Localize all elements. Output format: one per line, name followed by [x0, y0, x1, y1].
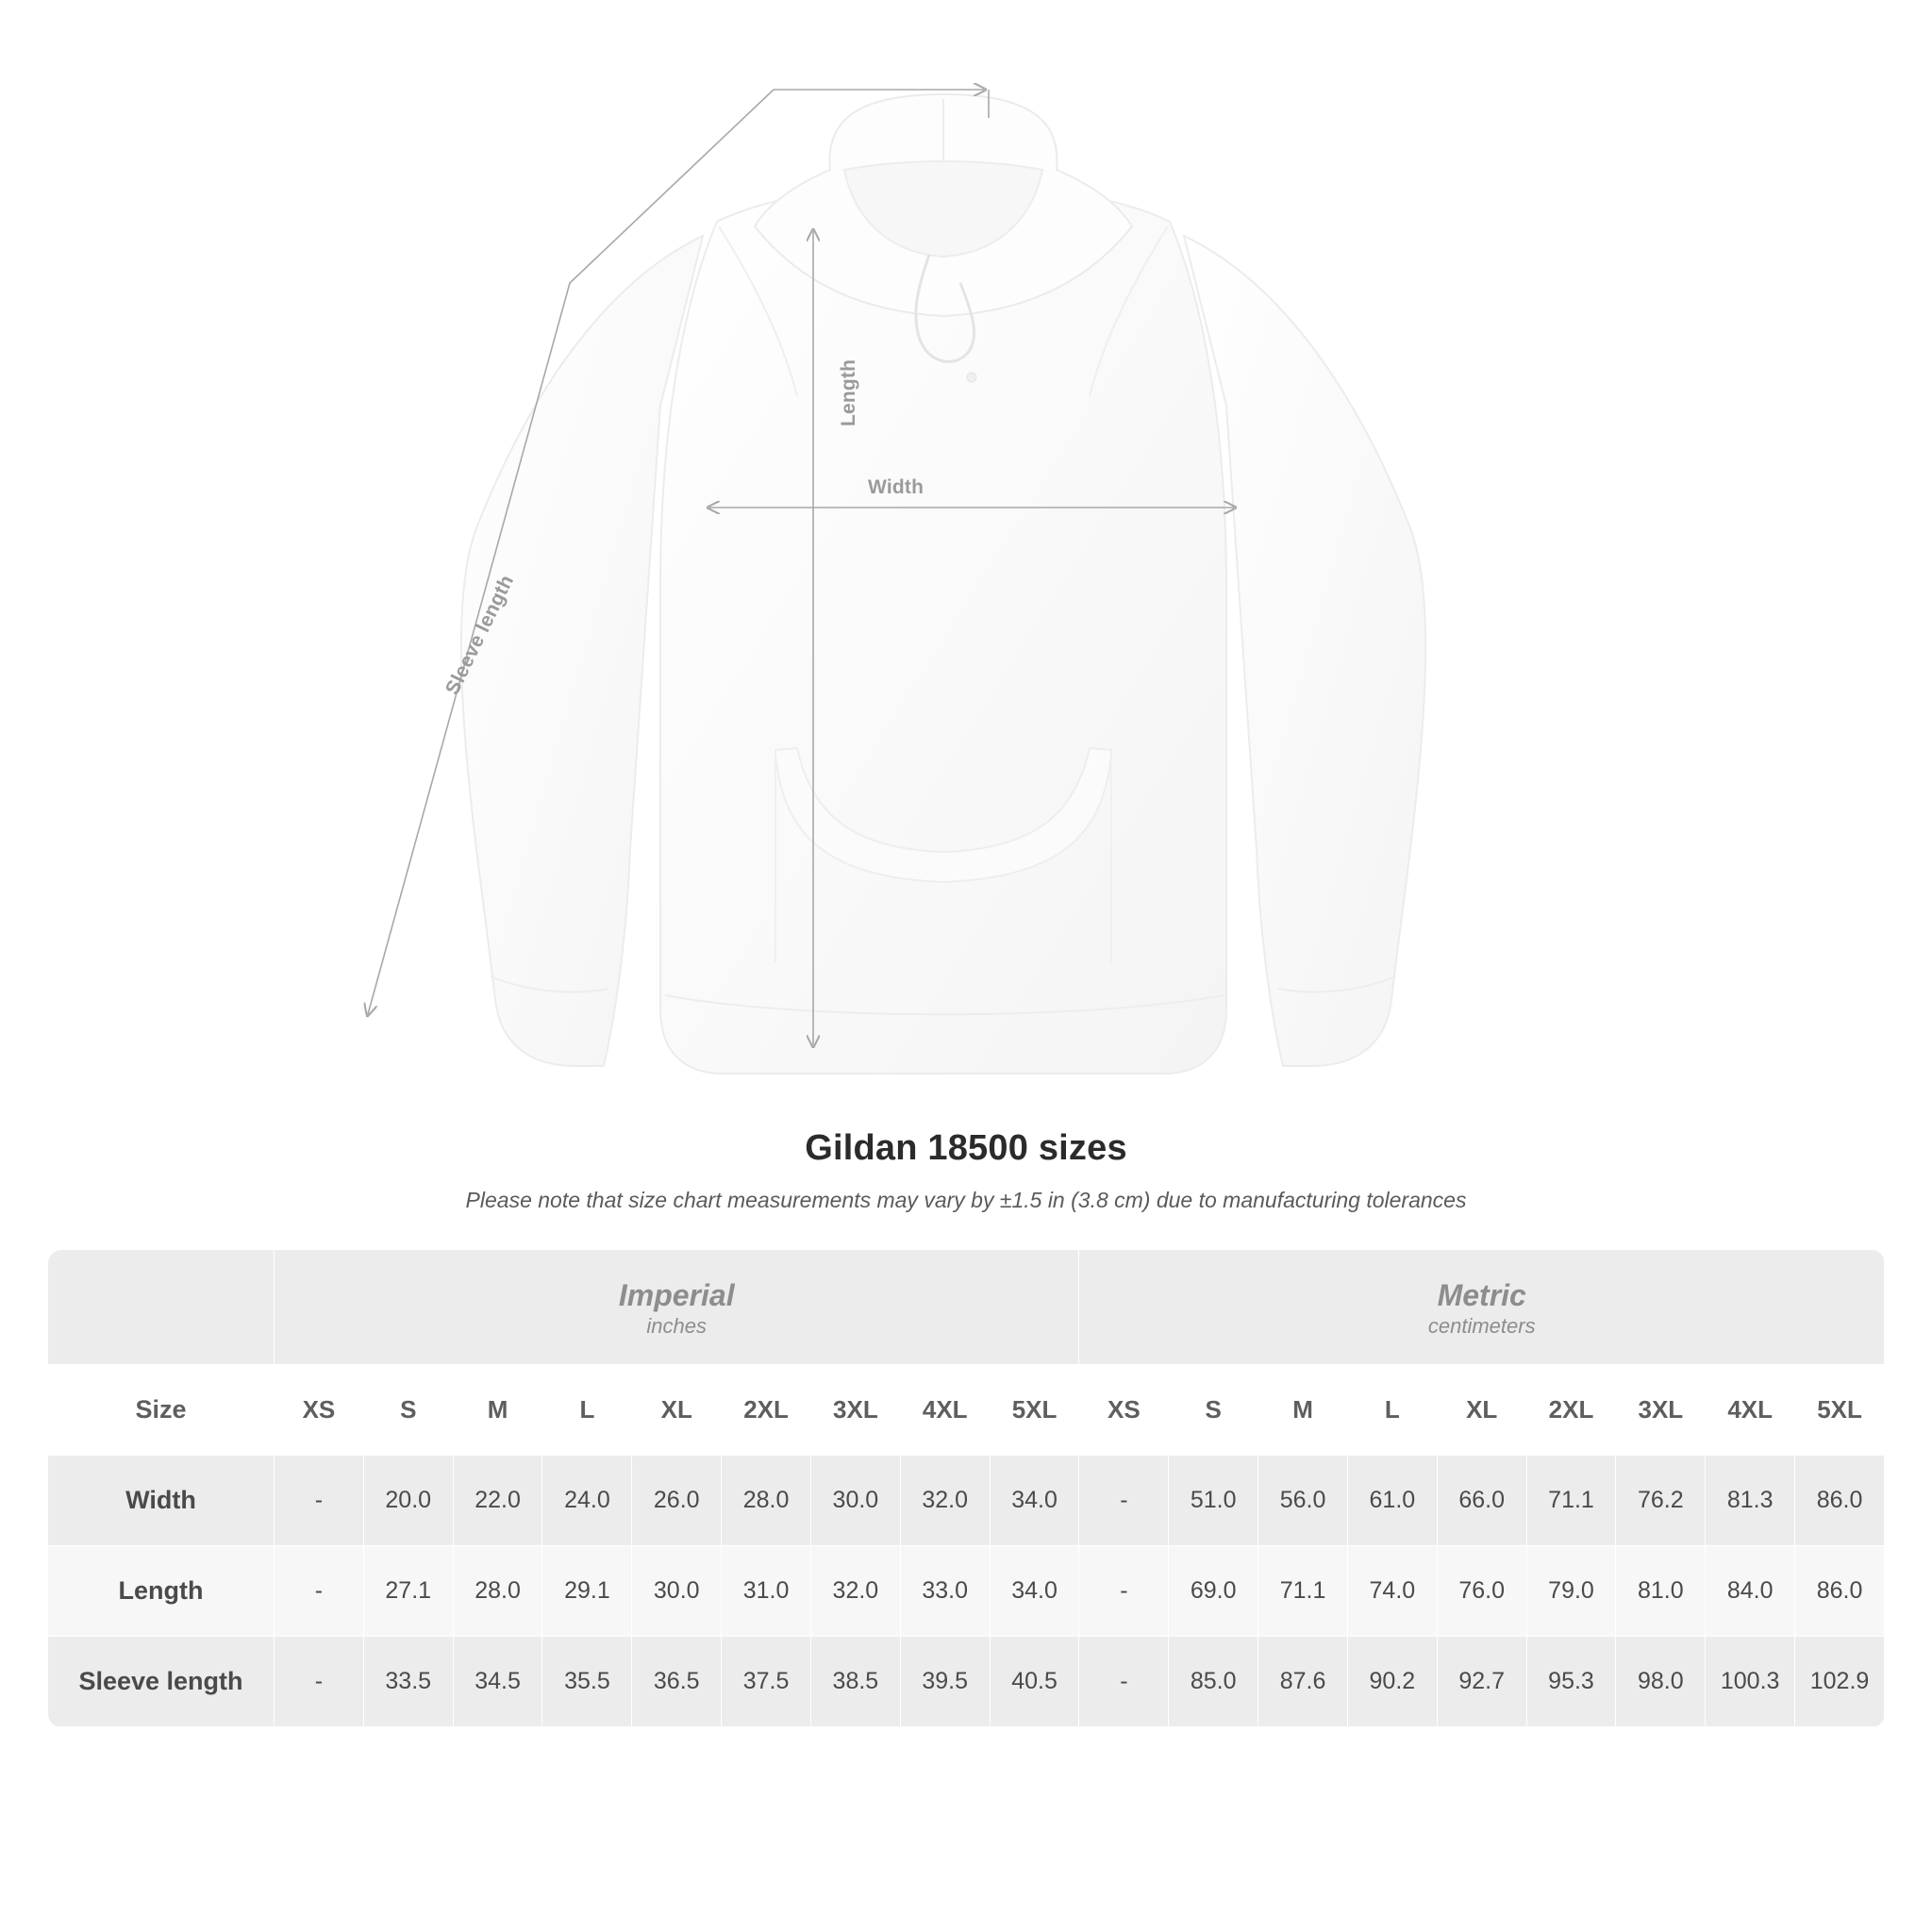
cell-sleeve-imperial-xs: - [275, 1637, 364, 1727]
cell-length-metric-s: 69.0 [1169, 1546, 1258, 1637]
chart-heading [0, 1128, 1932, 1213]
table-row [48, 1456, 1885, 1546]
sleeve-length-dimension-label: Sleeve length [441, 571, 519, 699]
col-imperial-5xl: 5XL [990, 1365, 1079, 1456]
cell-width-metric-l: 61.0 [1347, 1456, 1437, 1546]
cell-sleeve-imperial-2xl: 37.5 [722, 1637, 811, 1727]
imperial-header [275, 1250, 1079, 1365]
cell-length-metric-3xl: 81.0 [1616, 1546, 1706, 1637]
cell-sleeve-metric-l: 90.2 [1347, 1637, 1437, 1727]
cell-length-imperial-5xl: 34.0 [990, 1546, 1079, 1637]
cell-sleeve-metric-2xl: 95.3 [1526, 1637, 1616, 1727]
cell-length-imperial-2xl: 31.0 [722, 1546, 811, 1637]
cell-width-metric-4xl: 81.3 [1706, 1456, 1795, 1546]
cell-length-imperial-4xl: 33.0 [900, 1546, 990, 1637]
cell-sleeve-imperial-s: 33.5 [363, 1637, 453, 1727]
col-imperial-4xl: 4XL [900, 1365, 990, 1456]
col-metric-xs: XS [1079, 1365, 1169, 1456]
row-label-sleeve-length: Sleeve length [48, 1637, 275, 1727]
cell-width-imperial-l: 24.0 [542, 1456, 632, 1546]
cell-width-metric-5xl: 86.0 [1795, 1456, 1885, 1546]
size-header-row [48, 1365, 1885, 1456]
col-imperial-xs: XS [275, 1365, 364, 1456]
cell-sleeve-metric-4xl: 100.3 [1706, 1637, 1795, 1727]
metric-unit: centimeters [1427, 1313, 1536, 1338]
cell-width-metric-xl: 66.0 [1437, 1456, 1526, 1546]
col-metric-5xl: 5XL [1795, 1365, 1885, 1456]
cell-width-metric-s: 51.0 [1169, 1456, 1258, 1546]
cell-sleeve-metric-3xl: 98.0 [1616, 1637, 1706, 1727]
cell-sleeve-imperial-3xl: 38.5 [810, 1637, 900, 1727]
cell-width-imperial-4xl: 32.0 [900, 1456, 990, 1546]
col-metric-2xl: 2XL [1526, 1365, 1616, 1456]
cell-width-imperial-xs: - [275, 1456, 364, 1546]
cell-length-metric-l: 74.0 [1347, 1546, 1437, 1637]
row-label-length: Length [48, 1546, 275, 1637]
cell-length-imperial-xl: 30.0 [632, 1546, 722, 1637]
cell-width-imperial-5xl: 34.0 [990, 1456, 1079, 1546]
imperial-unit: inches [646, 1313, 708, 1338]
cell-sleeve-metric-xs: - [1079, 1637, 1169, 1727]
size-table [47, 1249, 1885, 1727]
col-imperial-2xl: 2XL [722, 1365, 811, 1456]
cell-length-metric-m: 71.1 [1258, 1546, 1348, 1637]
cell-length-metric-2xl: 79.0 [1526, 1546, 1616, 1637]
cell-length-metric-4xl: 84.0 [1706, 1546, 1795, 1637]
table-row [48, 1637, 1885, 1727]
col-metric-s: S [1169, 1365, 1258, 1456]
cell-width-metric-m: 56.0 [1258, 1456, 1348, 1546]
metric-header [1079, 1250, 1885, 1365]
cell-sleeve-imperial-5xl: 40.5 [990, 1637, 1079, 1727]
table-corner [48, 1250, 275, 1365]
hoodie-garment [461, 94, 1425, 1074]
cell-width-imperial-2xl: 28.0 [722, 1456, 811, 1546]
page-title: Gildan 18500 sizes [805, 1128, 1127, 1168]
cell-sleeve-metric-xl: 92.7 [1437, 1637, 1526, 1727]
size-label-cell: Size [48, 1365, 275, 1456]
col-imperial-s: S [363, 1365, 453, 1456]
cell-sleeve-imperial-4xl: 39.5 [900, 1637, 990, 1727]
cell-width-imperial-3xl: 30.0 [810, 1456, 900, 1546]
cell-length-metric-xs: - [1079, 1546, 1169, 1637]
col-imperial-xl: XL [632, 1365, 722, 1456]
cell-width-metric-2xl: 71.1 [1526, 1456, 1616, 1546]
col-metric-3xl: 3XL [1616, 1365, 1706, 1456]
size-table-wrap [47, 1249, 1885, 1727]
cell-width-metric-xs: - [1079, 1456, 1169, 1546]
cell-width-imperial-s: 20.0 [363, 1456, 453, 1546]
units-header-row [48, 1250, 1885, 1365]
col-metric-xl: XL [1437, 1365, 1526, 1456]
cell-sleeve-metric-m: 87.6 [1258, 1637, 1348, 1727]
col-metric-m: M [1258, 1365, 1348, 1456]
cell-length-imperial-3xl: 32.0 [810, 1546, 900, 1637]
cell-length-metric-5xl: 86.0 [1795, 1546, 1885, 1637]
cell-width-imperial-m: 22.0 [453, 1456, 542, 1546]
cell-length-imperial-xs: - [275, 1546, 364, 1637]
cell-width-metric-3xl: 76.2 [1616, 1456, 1706, 1546]
cell-length-metric-xl: 76.0 [1437, 1546, 1526, 1637]
col-imperial-m: M [453, 1365, 542, 1456]
cell-length-imperial-l: 29.1 [542, 1546, 632, 1637]
cell-length-imperial-s: 27.1 [363, 1546, 453, 1637]
cell-width-imperial-xl: 26.0 [632, 1456, 722, 1546]
width-dimension-label: Width [868, 476, 924, 498]
cell-sleeve-metric-s: 85.0 [1169, 1637, 1258, 1727]
cell-length-imperial-m: 28.0 [453, 1546, 542, 1637]
row-label-width: Width [48, 1456, 275, 1546]
cell-sleeve-imperial-l: 35.5 [542, 1637, 632, 1727]
col-imperial-l: L [542, 1365, 632, 1456]
col-imperial-3xl: 3XL [810, 1365, 900, 1456]
table-row [48, 1546, 1885, 1637]
cell-sleeve-imperial-xl: 36.5 [632, 1637, 722, 1727]
length-dimension-label: Length [838, 358, 859, 426]
col-metric-l: L [1347, 1365, 1437, 1456]
metric-system-name: Metric [1437, 1277, 1526, 1312]
imperial-system-name: Imperial [618, 1277, 735, 1312]
tolerance-note: Please note that size chart measurements may vary by ±1.5 in (3.8 cm) due to manufacturing tolerances [465, 1188, 1467, 1212]
cell-sleeve-imperial-m: 34.5 [453, 1637, 542, 1727]
cell-sleeve-metric-5xl: 102.9 [1795, 1637, 1885, 1727]
col-metric-4xl: 4XL [1706, 1365, 1795, 1456]
